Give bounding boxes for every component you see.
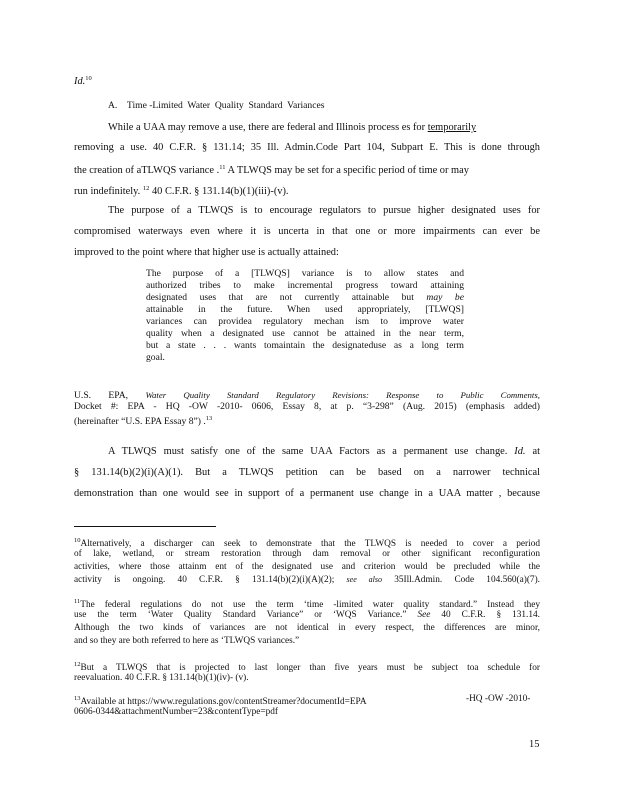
footnote-12: $^{12}$But a TLWQS that is projected to last longer than five years must be subject toa schedule for bbox=[74, 661, 540, 673]
footnote-13-url-tail: -HQ -OW -2010- bbox=[466, 694, 531, 704]
para1-line: While a UAA may remove a use, there are federal and Illinois process es for temporarily bbox=[108, 122, 477, 133]
footnote-13-line: 0606-0344&attachmentNumber=23&contentType=pdf bbox=[74, 707, 278, 717]
para3-line: A TLWQS must satisfy one of the same UAA Factors as a permanent use change. Id. at bbox=[108, 446, 540, 457]
para2-line: The purpose of a TLWQS is to encourage regulators to pursue higher designated uses for bbox=[108, 205, 540, 216]
citation-line: (hereinafter “U.S. EPA Essay 8”) .$^{13}$ bbox=[74, 415, 213, 427]
quote-line: variances can providea regulatory mechan ism to improve water bbox=[146, 316, 464, 327]
footnote-separator bbox=[74, 526, 216, 527]
footnote-10-line: activities, where those attainm ent of the designated use and criterion would be precluded while the bbox=[74, 562, 540, 572]
para1-line: removing a use. 40 C.F.R. § 131.14; 35 Ill. Admin.Code Part 104, Subpart E. This is done through bbox=[74, 142, 540, 153]
para1-line: run indefinitely. $^{12}$ 40 C.F.R. § 131.14(b)(1)(iii)-(v). bbox=[74, 185, 289, 197]
footnote-11-line: Although the two kinds of variances are not identical in every respect, the differences are minor, bbox=[74, 623, 540, 633]
quote-line: designated uses that are not currently attainable but may be bbox=[146, 292, 464, 303]
section-heading: A. Time -Limited Water Quality Standard Variances bbox=[108, 100, 325, 111]
para3-line: demonstration than one would see in support of a permanent use change in a UAA matter , because bbox=[74, 488, 540, 499]
quote-line: but a state . . . wants tomaintain the designateduse as a long term bbox=[146, 340, 464, 351]
id-reference: Id.$^{10}$ bbox=[74, 75, 92, 87]
quote-line: goal. bbox=[146, 352, 165, 363]
footnote-12-line: reevaluation. 40 C.F.R. § 131.14(b)(1)(iv)- (v). bbox=[74, 673, 249, 683]
footnote-13: $^{13}$Available at https://www.regulations.gov/contentStreamer?documentId=EPA bbox=[74, 695, 367, 707]
para2-line: improved to the point where that higher use is actually attained: bbox=[74, 247, 339, 258]
quote-line: The purpose of a [TLWQS] variance is to allow states and bbox=[146, 268, 464, 279]
quote-line: quality when a designated use cannot be attained in the near term, bbox=[146, 328, 464, 339]
footnote-11-line: use the term ‘Water Quality Standard Variance” or ‘WQS Variance.” See 40 C.F.R. § 131.14. bbox=[74, 610, 540, 620]
quote-line: attainable in the future. When used appropriately, [TLWQS] bbox=[146, 304, 464, 315]
footnote-11-line: and so they are both referred to here as ‘TLWQS variances.” bbox=[74, 636, 300, 646]
para2-line: compromised waterways even where it is uncerta in that one or more impairments can ever be bbox=[74, 226, 540, 237]
footnote-10-line: activity is ongoing. 40 C.F.R. § 131.14(b)(2)(i)(A)(2); see also 35Ill.Admin. Code 104.560(a)(7). bbox=[74, 575, 541, 585]
footnote-10-line: of lake, wetland, or stream restoration through dam removal or other significant reconfiguration bbox=[74, 549, 540, 559]
citation-line: U.S. EPA, Water Quality Standard Regulatory Revisions: Response to Public Comments, bbox=[74, 390, 540, 401]
footnote-11: $^{11}$The federal regulations do not use the term ‘time -limited water quality standard.” Instead they bbox=[74, 598, 540, 610]
quote-line: authorized tribes to make incremental progress toward attaining bbox=[146, 280, 464, 291]
page-number: 15 bbox=[529, 739, 540, 750]
para1-line: the creation of aTLWQS variance .$^{11}$ A TLWQS may be set for a specific period of time or may bbox=[74, 164, 469, 176]
footnote-10: $^{10}$Alternatively, a discharger can seek to demonstrate that the TLWQS is needed to cover a period bbox=[74, 537, 540, 549]
citation-line: Docket #: EPA - HQ -OW -2010- 0606, Essay 8, at p. “3-298” (Aug. 2015) (emphasis added) bbox=[74, 401, 540, 412]
para3-line: § 131.14(b)(2)(i)(A)(1). But a TLWQS petition can be based on a narrower technical bbox=[74, 467, 541, 478]
